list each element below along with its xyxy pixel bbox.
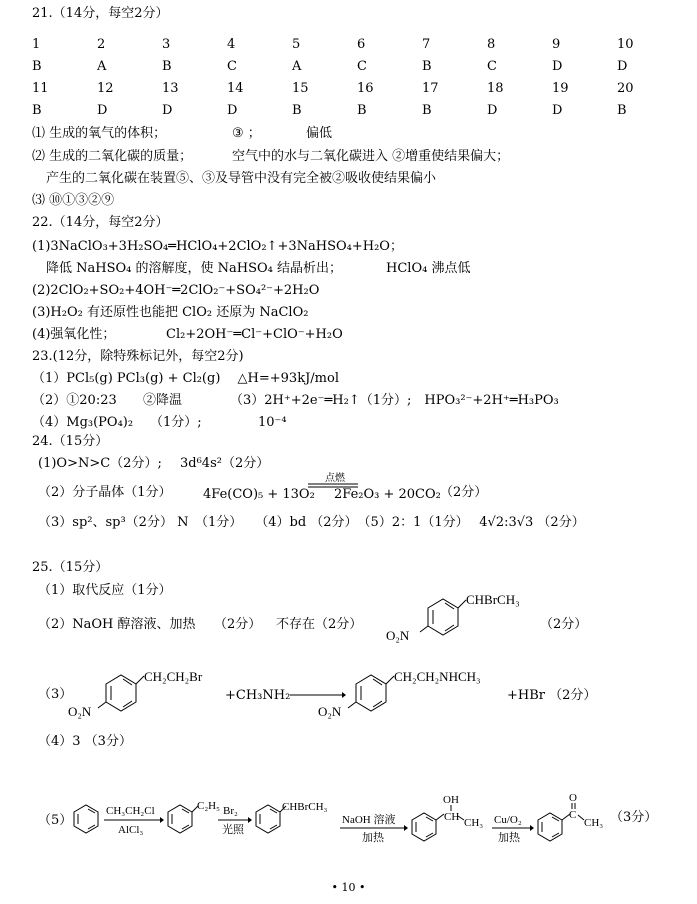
question-number: 19	[552, 81, 569, 96]
structure-nitro-chbrch3	[384, 588, 544, 648]
svg-text:CH₂CH₂Br: CH₂CH₂Br	[144, 669, 203, 684]
q23-line2a: （2）①20:23	[32, 393, 117, 408]
svg-text:C₂H₅: C₂H₅	[197, 800, 220, 812]
svg-text:O: O	[569, 792, 577, 804]
q23-line3a: （4）Mg₃(PO₄)₂	[32, 415, 134, 430]
svg-text:OH: OH	[443, 794, 459, 806]
question-number: 1	[32, 37, 41, 52]
q24-line2a: （2）分子晶体（1分）	[38, 485, 172, 500]
q23-line2c: （3）2H⁺+2e⁻═H₂↑（1分）; HPO₃²⁻+2H⁺═H₃PO₃	[230, 393, 559, 408]
structure-reactant-3	[66, 666, 226, 724]
q25-line2-score: （2分）	[540, 617, 588, 632]
q22-line5: (4)强氧化性；	[32, 327, 116, 342]
question-number: 14	[227, 81, 244, 96]
q22-line2b: HClO₄ 沸点低	[386, 261, 471, 276]
answer-grid-2	[32, 81, 652, 119]
answer-letter: D	[487, 103, 498, 118]
q25-line3-tail: +HBr （2分）	[507, 688, 597, 703]
q21-line1c: 偏低	[306, 126, 333, 141]
q25-line3-num: （3）	[38, 687, 73, 702]
question-number: 4	[227, 37, 236, 52]
q21-line2: ⑵ 生成的二氧化碳的质量；	[32, 149, 193, 164]
question-number: 3	[162, 37, 171, 52]
q24-eq-right: 2Fe₂O₃ + 20CO₂	[334, 487, 441, 502]
question-number: 8	[487, 37, 496, 52]
question-number: 5	[292, 37, 301, 52]
question-number: 11	[32, 81, 49, 96]
q23-line2b: ②降温	[143, 393, 183, 408]
q22-header: 22.（14分，每空2分）	[32, 215, 169, 230]
question-number: 6	[357, 37, 366, 52]
answer-letter: B	[162, 59, 172, 74]
q25-line2c: 不存在（2分）	[276, 617, 363, 632]
q24-eq-condition: 点燃	[325, 473, 345, 484]
svg-text:NaOH 溶液: NaOH 溶液	[342, 814, 396, 826]
structure-o2n: O₂N	[386, 628, 410, 643]
svg-text:C: C	[569, 809, 577, 821]
svg-text:CH: CH	[444, 811, 460, 823]
answer-letter: B	[292, 103, 302, 118]
q21-line2b: 空气中的水与二氧化碳进入 ②增重使结果偏大；	[232, 149, 510, 164]
svg-text:O₂N: O₂N	[318, 704, 342, 719]
synthesis-route	[60, 790, 660, 854]
question-number: 16	[357, 81, 374, 96]
q22-line4: (3)H₂O₂ 有还原性也能把 ClO₂ 还原为 NaClO₂	[32, 305, 309, 320]
svg-text:CH₃: CH₃	[584, 817, 604, 829]
q21-line3: 产生的二氧化碳在装置⑤、③及导管中没有完全被②吸收使结果偏小	[46, 171, 437, 186]
q21-line4: ⑶ ⑩①③②⑨	[32, 193, 115, 208]
question-number: 20	[617, 81, 634, 96]
svg-text:CH₃CH₂Cl: CH₃CH₂Cl	[106, 805, 155, 817]
q23-header: 23.(12分，除特殊标记外，每空2分)	[32, 349, 244, 364]
q24-eq-left: 4Fe(CO)₅ + 13O₂	[203, 487, 315, 502]
svg-text:加热: 加热	[498, 832, 520, 844]
question-number: 2	[97, 37, 106, 52]
question-number: 12	[97, 81, 114, 96]
structure-product-3	[316, 666, 516, 724]
q22-line5b: Cl₂+2OH⁻═Cl⁻+ClO⁻+H₂O	[166, 327, 343, 342]
answer-letter: B	[357, 103, 367, 118]
svg-text:CHBrCH₃: CHBrCH₃	[282, 801, 328, 813]
answer-letter: D	[227, 103, 238, 118]
svg-text:AlCl₃: AlCl₃	[118, 824, 144, 836]
question-number: 15	[292, 81, 309, 96]
svg-text:CH₃: CH₃	[464, 817, 484, 829]
svg-text:CH₂CH₂NHCH₃: CH₂CH₂NHCH₃	[394, 669, 481, 684]
q25-line3-reagent: +CH₃NH₂	[225, 688, 291, 703]
q24-line1a: (1)O>N>C（2分）;	[38, 456, 162, 471]
q24-line2c: （2分）	[440, 485, 488, 500]
question-number: 13	[162, 81, 179, 96]
q22-line3: (2)2ClO₂+SO₂+4OH⁻═2ClO₂⁻+SO₄²⁻+2H₂O	[32, 283, 320, 298]
question-number: 18	[487, 81, 504, 96]
q21-header: 21.（14分，每空2分）	[32, 6, 169, 21]
structure-substituent: CHBrCH₃	[466, 592, 520, 607]
answer-letter: B	[422, 103, 432, 118]
question-number: 7	[422, 37, 431, 52]
q25-header: 25.（15分）	[32, 560, 109, 575]
q22-line1: (1)3NaClO₃+3H₂SO₄═HClO₄+2ClO₂↑+3NaHSO₄+H₂O；	[32, 239, 403, 254]
answer-letter: B	[32, 59, 42, 74]
q25-line1: （1）取代反应（1分）	[38, 583, 172, 598]
answer-letter: D	[552, 59, 563, 74]
q25-line2a: （2）NaOH 醇溶液、加热	[38, 617, 196, 632]
q24-header: 24.（15分）	[32, 434, 109, 449]
q24-line1b: 3d⁶4s²（2分）	[180, 456, 270, 471]
svg-text:光照: 光照	[222, 824, 244, 836]
answer-letter: B	[617, 103, 627, 118]
question-number: 17	[422, 81, 439, 96]
q22-line2: 降低 NaHSO₄ 的溶解度，使 NaHSO₄ 结晶析出；	[46, 261, 343, 276]
q25-line4: （4）3 （3分）	[38, 734, 132, 749]
q24-line3: （3）sp²、sp³（2分） N （1分） （4）bd （2分） （5）2：1（1分） 4√2:3√3 （2分）	[38, 515, 585, 530]
q25-line2b: （2分）	[214, 617, 262, 632]
answer-letter: A	[97, 59, 107, 74]
answer-letter: C	[487, 59, 497, 74]
q21-line1b: ③ ；	[232, 126, 261, 141]
svg-text:Cu/O₂: Cu/O₂	[494, 814, 522, 826]
answer-letter: D	[97, 103, 108, 118]
q21-line1: ⑴ 生成的氧气的体积；	[32, 126, 167, 141]
answer-letter: C	[357, 59, 367, 74]
question-number: 9	[552, 37, 561, 52]
q25-line5-num: （5）	[38, 813, 73, 828]
svg-text:加热: 加热	[362, 832, 384, 844]
q23-line3b: （1分）;	[150, 415, 202, 430]
svg-text:O₂N: O₂N	[68, 704, 92, 719]
answer-letter: A	[292, 59, 302, 74]
svg-text:Br₂: Br₂	[223, 805, 238, 817]
answer-letter: D	[162, 103, 173, 118]
answer-grid-1	[32, 37, 652, 75]
q23-line3c: 10⁻⁴	[258, 415, 287, 430]
question-number: 10	[617, 37, 634, 52]
q23-line1: （1）PCl₅(g) PCl₃(g) + Cl₂(g) △H=+93kJ/mol	[32, 371, 339, 386]
answer-letter: C	[227, 59, 237, 74]
answer-letter: B	[422, 59, 432, 74]
benzene-start	[74, 805, 98, 833]
page-number: • 10 •	[331, 881, 366, 894]
answer-letter: D	[552, 103, 563, 118]
answer-letter: D	[617, 59, 628, 74]
q25-line5-score: （3分）	[610, 810, 658, 825]
answer-letter: B	[32, 103, 42, 118]
